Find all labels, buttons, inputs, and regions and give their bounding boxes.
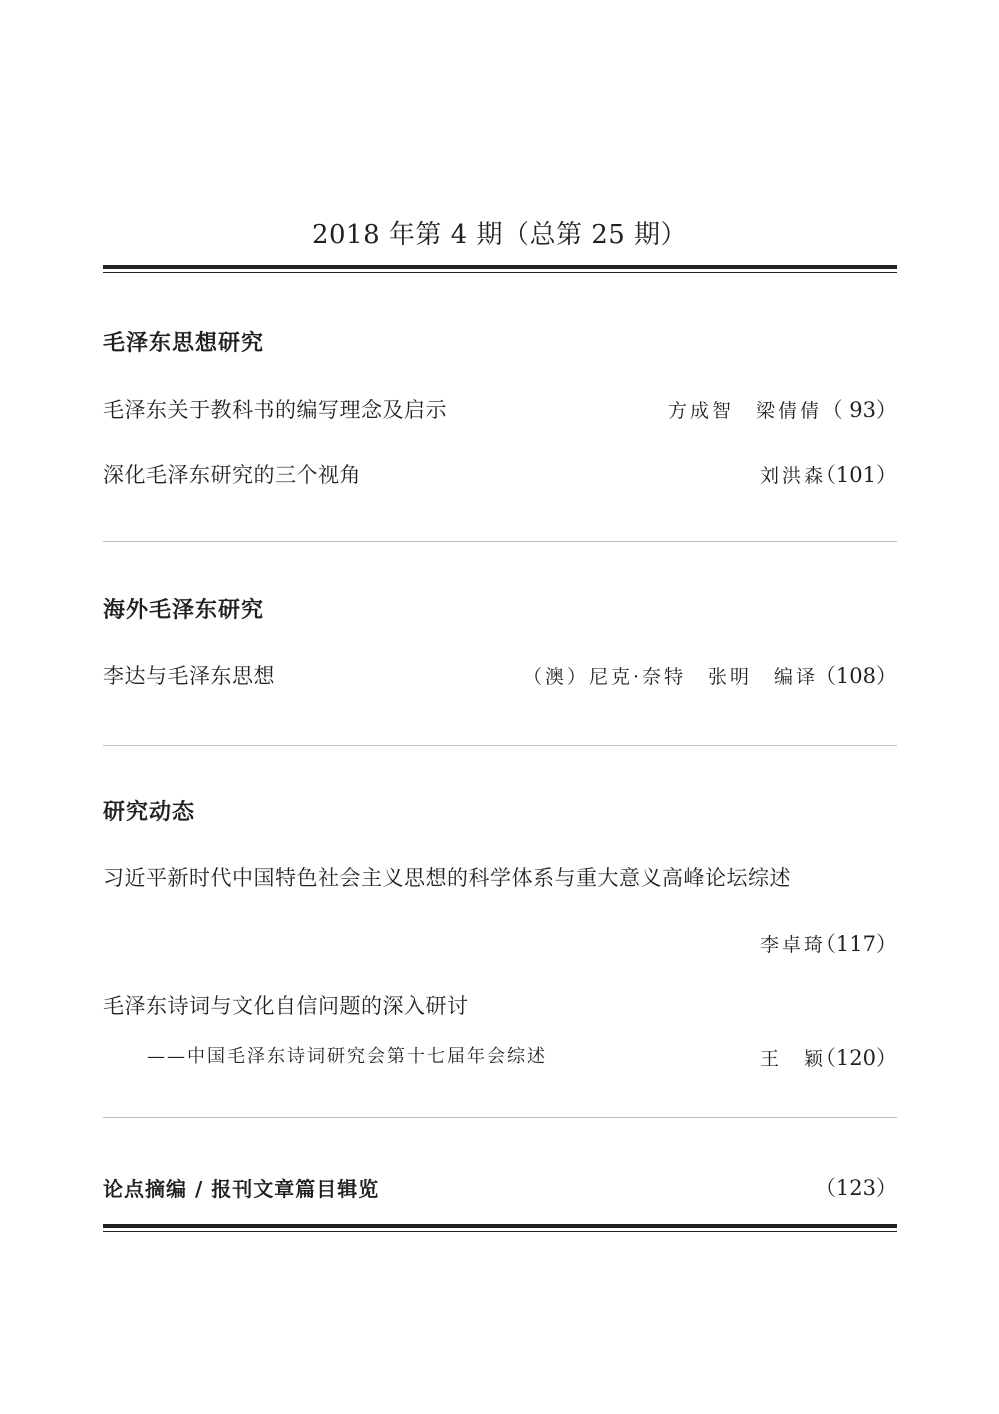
toc-entry[interactable] bbox=[103, 394, 897, 426]
toc-entry-continuation bbox=[103, 928, 897, 960]
article-title: 深化毛泽东研究的三个视角 bbox=[103, 463, 361, 487]
section-divider bbox=[103, 745, 897, 746]
article-title: 习近平新时代中国特色社会主义思想的科学体系与重大意义高峰论坛综述 bbox=[103, 866, 791, 890]
article-page: （117） bbox=[814, 932, 897, 956]
bottom-double-rule bbox=[103, 1224, 897, 1232]
digest-page-row bbox=[103, 1172, 897, 1204]
toc-entry[interactable] bbox=[103, 990, 897, 1022]
article-page: （ 93） bbox=[821, 398, 897, 422]
digest-page: （123） bbox=[814, 1176, 897, 1200]
article-author: （澳）尼克·奈特 张明 编译 bbox=[523, 666, 819, 688]
article-title: 毛泽东关于教科书的编写理念及启示 bbox=[103, 398, 447, 422]
toc-entry[interactable] bbox=[103, 660, 897, 692]
article-author: 刘洪森 bbox=[760, 465, 827, 487]
toc-entry[interactable] bbox=[103, 862, 897, 894]
article-subtitle: ——中国毛泽东诗词研究会第十七届年会综述 bbox=[147, 1046, 547, 1067]
article-author: 方成智 梁倩倩 bbox=[668, 400, 823, 422]
article-author: 李卓琦 bbox=[760, 934, 827, 956]
top-double-rule bbox=[103, 265, 897, 273]
section-divider bbox=[103, 541, 897, 542]
article-author: 王 颖 bbox=[760, 1048, 827, 1070]
section-heading-mao-thought: 毛泽东思想研究 bbox=[103, 331, 265, 356]
issue-title: 2018 年第 4 期（总第 25 期） bbox=[311, 220, 688, 250]
article-title: 李达与毛泽东思想 bbox=[103, 664, 275, 688]
section-heading-overseas: 海外毛泽东研究 bbox=[103, 598, 265, 623]
toc-entry[interactable] bbox=[103, 459, 897, 491]
article-title: 毛泽东诗词与文化自信问题的深入研讨 bbox=[103, 994, 469, 1018]
article-page: （101） bbox=[814, 463, 897, 487]
article-page: （120） bbox=[814, 1046, 897, 1070]
article-page: （108） bbox=[814, 664, 897, 688]
toc-entry-continuation bbox=[103, 1042, 897, 1074]
digest-section-label[interactable]: 论点摘编 / 报刊文章篇目辑览 bbox=[103, 1177, 380, 1201]
section-divider bbox=[103, 1117, 897, 1118]
section-heading-research-news: 研究动态 bbox=[103, 800, 196, 825]
